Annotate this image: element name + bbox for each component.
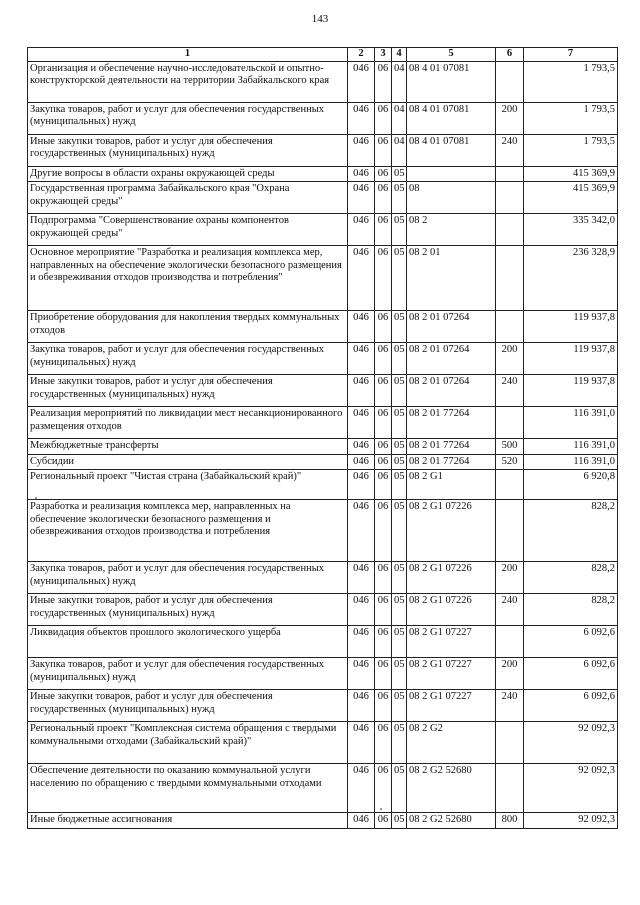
row-subsection-code: 05 [392, 454, 407, 470]
row-grbs-code: 046 [348, 764, 375, 813]
table-row [28, 166, 618, 182]
table-row [28, 454, 618, 470]
row-target-article: 08 2 [407, 214, 496, 246]
row-expense-type [496, 246, 524, 311]
row-subsection-code: 05 [392, 594, 407, 626]
table-row [28, 764, 618, 813]
row-subsection-code: 05 [392, 722, 407, 764]
row-expense-type [496, 311, 524, 343]
table-row [28, 311, 618, 343]
row-expense-type: 200 [496, 562, 524, 594]
table-row [28, 562, 618, 594]
table-row [28, 246, 618, 311]
row-section-code: 06 [375, 500, 392, 562]
table-row [28, 61, 618, 102]
row-target-article: 08 2 01 77264 [407, 407, 496, 439]
column-header: 6 [496, 48, 524, 62]
header-row [28, 48, 618, 62]
row-section-code: 06 [375, 182, 392, 214]
row-subsection-code: 04 [392, 61, 407, 102]
row-name: Реализация мероприятий по ликвидации мест несанкционированного размещения отходов [28, 407, 348, 439]
row-amount: 828,2 [524, 500, 618, 562]
row-amount: 119 937,8 [524, 375, 618, 407]
row-name: Ликвидация объектов прошлого экологического ущерба [28, 626, 348, 658]
row-subsection-code: 05 [392, 500, 407, 562]
row-amount: 828,2 [524, 562, 618, 594]
row-section-code: 06 [375, 562, 392, 594]
row-grbs-code: 046 [348, 470, 375, 500]
row-section-code: 06 [375, 594, 392, 626]
row-section-code: 06 [375, 454, 392, 470]
row-grbs-code: 046 [348, 182, 375, 214]
row-amount: 119 937,8 [524, 311, 618, 343]
row-amount: 6 092,6 [524, 658, 618, 690]
row-amount: 92 092,3 [524, 722, 618, 764]
table-row [28, 626, 618, 658]
row-expense-type: 200 [496, 658, 524, 690]
row-grbs-code: 046 [348, 722, 375, 764]
column-header: 1 [28, 48, 348, 62]
row-section-code: 06 [375, 375, 392, 407]
row-name: Закупка товаров, работ и услуг для обеспечения государственных (муниципальных) нужд [28, 562, 348, 594]
row-expense-type: 800 [496, 813, 524, 829]
row-subsection-code: 04 [392, 134, 407, 166]
table-row [28, 658, 618, 690]
row-amount: 116 391,0 [524, 439, 618, 455]
row-grbs-code: 046 [348, 454, 375, 470]
column-header: 3 [375, 48, 392, 62]
row-name: Разработка и реализация комплекса мер, направленных на обеспечение экологически безопасного размещения и обезвреживания отходов производства и потребления [28, 500, 348, 562]
row-target-article: 08 2 G2 52680 [407, 764, 496, 813]
row-subsection-code: 05 [392, 407, 407, 439]
row-target-article: 08 2 01 07264 [407, 375, 496, 407]
row-subsection-code: 04 [392, 102, 407, 134]
row-name: Государственная программа Забайкальского края "Охрана окружающей среды" [28, 182, 348, 214]
row-amount: 236 328,9 [524, 246, 618, 311]
row-name: Организация и обеспечение научно-исследовательской и опытно-конструкторской деятельности на территории Забайкальского края [28, 61, 348, 102]
row-expense-type: 500 [496, 439, 524, 455]
row-section-code: 06 [375, 134, 392, 166]
row-name: Закупка товаров, работ и услуг для обеспечения государственных (муниципальных) нужд [28, 658, 348, 690]
row-grbs-code: 046 [348, 134, 375, 166]
row-name: Иные закупки товаров, работ и услуг для обеспечения государственных (муниципальных) нужд [28, 134, 348, 166]
table-row [28, 722, 618, 764]
row-target-article: 08 4 01 07081 [407, 134, 496, 166]
row-grbs-code: 046 [348, 61, 375, 102]
row-amount: 828,2 [524, 594, 618, 626]
row-grbs-code: 046 [348, 407, 375, 439]
row-target-article [407, 166, 496, 182]
row-target-article: 08 2 01 07264 [407, 343, 496, 375]
table-body [28, 61, 618, 828]
row-name: Субсидии [28, 454, 348, 470]
row-amount: 116 391,0 [524, 407, 618, 439]
row-subsection-code: 05 [392, 439, 407, 455]
row-subsection-code: 05 [392, 562, 407, 594]
row-target-article: 08 2 01 77264 [407, 454, 496, 470]
row-grbs-code: 046 [348, 626, 375, 658]
row-subsection-code: 05 [392, 182, 407, 214]
table-row [28, 407, 618, 439]
row-name: Иные закупки товаров, работ и услуг для обеспечения государственных (муниципальных) нужд [28, 375, 348, 407]
row-expense-type [496, 182, 524, 214]
table-row [28, 500, 618, 562]
row-amount: 116 391,0 [524, 454, 618, 470]
row-expense-type: 200 [496, 343, 524, 375]
row-grbs-code: 046 [348, 439, 375, 455]
row-name: Закупка товаров, работ и услуг для обеспечения государственных (муниципальных) нужд [28, 102, 348, 134]
row-amount: 335 342,0 [524, 214, 618, 246]
row-expense-type [496, 626, 524, 658]
row-section-code: 06 [375, 61, 392, 102]
table-row [28, 690, 618, 722]
row-amount: 1 793,5 [524, 134, 618, 166]
row-expense-type [496, 61, 524, 102]
row-target-article: 08 2 G1 07226 [407, 594, 496, 626]
row-section-code: 06 [375, 626, 392, 658]
row-section-code: 06 [375, 343, 392, 375]
row-expense-type: 240 [496, 375, 524, 407]
row-target-article: 08 2 01 [407, 246, 496, 311]
row-amount: 6 092,6 [524, 690, 618, 722]
row-amount: 1 793,5 [524, 102, 618, 134]
row-target-article: 08 2 G1 07227 [407, 658, 496, 690]
table-row [28, 375, 618, 407]
row-section-code: 06 [375, 722, 392, 764]
row-subsection-code: 05 [392, 690, 407, 722]
row-expense-type: 520 [496, 454, 524, 470]
row-subsection-code: 05 [392, 470, 407, 500]
table-row [28, 439, 618, 455]
row-target-article: 08 2 G1 07226 [407, 562, 496, 594]
row-section-code: 06 [375, 166, 392, 182]
row-expense-type [496, 500, 524, 562]
row-section-code: 06 [375, 658, 392, 690]
row-section-code: 06 [375, 690, 392, 722]
row-expense-type [496, 407, 524, 439]
row-subsection-code: 05 [392, 311, 407, 343]
scan-dot [380, 808, 382, 810]
row-name: Межбюджетные трансферты [28, 439, 348, 455]
row-amount: 92 092,3 [524, 813, 618, 829]
row-section-code: 06 [375, 764, 392, 813]
row-grbs-code: 046 [348, 375, 375, 407]
row-target-article: 08 2 G2 [407, 722, 496, 764]
row-amount: 119 937,8 [524, 343, 618, 375]
row-subsection-code: 05 [392, 246, 407, 311]
row-amount: 92 092,3 [524, 764, 618, 813]
row-grbs-code: 046 [348, 594, 375, 626]
table-row [28, 594, 618, 626]
row-target-article: 08 2 01 07264 [407, 311, 496, 343]
row-grbs-code: 046 [348, 562, 375, 594]
row-target-article: 08 2 G1 07226 [407, 500, 496, 562]
row-expense-type: 240 [496, 134, 524, 166]
row-subsection-code: 05 [392, 626, 407, 658]
row-subsection-code: 05 [392, 813, 407, 829]
row-subsection-code: 05 [392, 343, 407, 375]
row-name: Приобретение оборудования для накопления твердых коммунальных отходов [28, 311, 348, 343]
row-section-code: 06 [375, 470, 392, 500]
row-grbs-code: 046 [348, 311, 375, 343]
row-section-code: 06 [375, 407, 392, 439]
row-amount: 415 369,9 [524, 182, 618, 214]
table-row [28, 214, 618, 246]
row-subsection-code: 05 [392, 166, 407, 182]
row-target-article: 08 2 G2 52680 [407, 813, 496, 829]
row-subsection-code: 05 [392, 375, 407, 407]
row-name: Другие вопросы в области охраны окружающей среды [28, 166, 348, 182]
table-row [28, 182, 618, 214]
row-grbs-code: 046 [348, 102, 375, 134]
row-name: Региональный проект "Чистая страна (Забайкальский край)" [28, 470, 348, 500]
row-name: Иные бюджетные ассигнования [28, 813, 348, 829]
scan-dot [35, 497, 37, 499]
row-amount: 6 092,6 [524, 626, 618, 658]
row-name: Иные закупки товаров, работ и услуг для обеспечения государственных (муниципальных) нужд [28, 690, 348, 722]
row-expense-type [496, 166, 524, 182]
table-row [28, 134, 618, 166]
row-grbs-code: 046 [348, 166, 375, 182]
row-target-article: 08 2 01 77264 [407, 439, 496, 455]
row-subsection-code: 05 [392, 764, 407, 813]
row-grbs-code: 046 [348, 813, 375, 829]
row-amount: 6 920,8 [524, 470, 618, 500]
table-row [28, 813, 618, 829]
row-section-code: 06 [375, 214, 392, 246]
row-expense-type: 240 [496, 690, 524, 722]
column-header: 5 [407, 48, 496, 62]
row-expense-type: 240 [496, 594, 524, 626]
row-name: Региональный проект "Комплексная система обращения с твердыми коммунальными отходами (Забайкальский край)" [28, 722, 348, 764]
page-number: 143 [311, 13, 329, 25]
row-name: Обеспечение деятельности по оказанию коммунальной услуги населению по обращению с твердыми коммунальными отходами [28, 764, 348, 813]
row-subsection-code: 05 [392, 214, 407, 246]
row-grbs-code: 046 [348, 246, 375, 311]
table-row [28, 102, 618, 134]
row-target-article: 08 2 G1 07227 [407, 626, 496, 658]
row-name: Основное мероприятие "Разработка и реализация комплекса мер, направленных на обеспечение экологически безопасного размещения и обезвреживания отходов производства и потребления" [28, 246, 348, 311]
row-subsection-code: 05 [392, 658, 407, 690]
table-row [28, 343, 618, 375]
row-name: Иные закупки товаров, работ и услуг для обеспечения государственных (муниципальных) нужд [28, 594, 348, 626]
row-section-code: 06 [375, 246, 392, 311]
row-target-article: 08 2 G1 07227 [407, 690, 496, 722]
row-amount: 1 793,5 [524, 61, 618, 102]
row-amount: 415 369,9 [524, 166, 618, 182]
row-target-article: 08 4 01 07081 [407, 102, 496, 134]
row-grbs-code: 046 [348, 343, 375, 375]
column-header: 7 [524, 48, 618, 62]
row-grbs-code: 046 [348, 500, 375, 562]
row-expense-type: 200 [496, 102, 524, 134]
row-section-code: 06 [375, 439, 392, 455]
row-grbs-code: 046 [348, 214, 375, 246]
row-target-article: 08 [407, 182, 496, 214]
row-section-code: 06 [375, 813, 392, 829]
row-name: Подпрограмма "Совершенствование охраны компонентов окружающей среды" [28, 214, 348, 246]
table-row [28, 470, 618, 500]
column-header: 4 [392, 48, 407, 62]
row-section-code: 06 [375, 311, 392, 343]
row-grbs-code: 046 [348, 658, 375, 690]
row-expense-type [496, 470, 524, 500]
row-target-article: 08 2 G1 [407, 470, 496, 500]
row-section-code: 06 [375, 102, 392, 134]
row-expense-type [496, 214, 524, 246]
column-header: 2 [348, 48, 375, 62]
row-target-article: 08 4 01 07081 [407, 61, 496, 102]
row-name: Закупка товаров, работ и услуг для обеспечения государственных (муниципальных) нужд [28, 343, 348, 375]
row-expense-type [496, 722, 524, 764]
budget-table [27, 47, 618, 829]
row-expense-type [496, 764, 524, 813]
row-grbs-code: 046 [348, 690, 375, 722]
